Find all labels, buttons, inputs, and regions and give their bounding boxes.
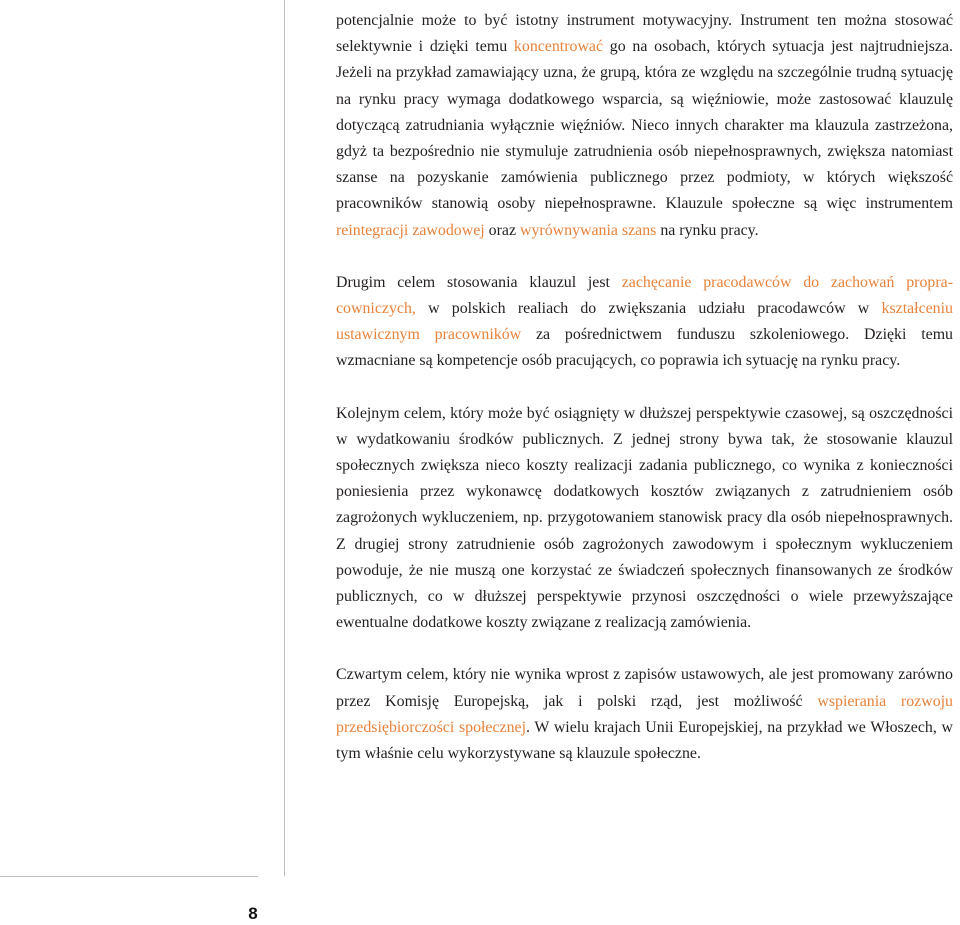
highlighted-phrase: koncentrować bbox=[513, 38, 604, 56]
body-text bbox=[336, 8, 953, 767]
highlighted-phrase: kształceniu ustawicznym pracowników bbox=[336, 300, 953, 344]
footer-divider bbox=[0, 876, 258, 877]
text-run: za pośrednictwem funduszu szkoleniowego. Dzięki temu wzmacniane są kompetencje osób pracujących, co poprawia ich sytuację na rynku pracy. bbox=[336, 326, 954, 370]
highlighted-phrase: zachęcanie pracodawców do zachowań propracowniczych, bbox=[336, 273, 953, 318]
text-run: oraz bbox=[484, 221, 520, 239]
paragraph-2 bbox=[336, 270, 953, 375]
highlighted-phrase: wyrównywania szans bbox=[519, 221, 657, 239]
text-run: Czwartym celem, który nie wynika wprost z zapisów ustawowych, ale jest promowany zarówno przez Komisję Europejską, jak i polski rząd, jest możliwość bbox=[336, 666, 953, 710]
paragraph-3 bbox=[336, 401, 953, 637]
highlighted-phrase: reintegracji zawodowej bbox=[336, 221, 485, 239]
page-number: 8 bbox=[248, 904, 258, 923]
text-run: na rynku pracy. bbox=[656, 221, 759, 239]
text-run: potencjalnie może to być istotny instrument motywacyjny. Instrument ten można stosować selektywnie i dzięki temu bbox=[336, 12, 953, 56]
text-run: Kolejnym celem, który może być osiągnięty w dłuższej perspektywie czasowej, są oszczędności w wydatkowaniu środków publicznych. Z jednej strony bywa tak, że stosowanie klauzul społecznych zwiększa nieco koszty realizacji zadania publicznego, co wynika z konieczności poniesienia przez wykonawcę dodatkowych kosztów związanych z zatrudnieniem osób zagrożonych wykluczeniem, np. przygotowaniem stanowisk pracy dla osób niepełnosprawnych. Z drugiej strony zatrudnienie osób zagrożonych zawodowym i społecznym wykluczeniem powoduje, że nie muszą one korzystać ze świadczeń społecznych finansowanych ze środków publicznych, co w dłuższej perspektywie przynosi oszczędności o wiele przewyższające ewentualne dodatkowe koszty związane z realizacją zamówienia. bbox=[336, 404, 953, 632]
text-run: Drugim celem stosowania klauzul jest bbox=[336, 273, 622, 291]
text-run: w polskich realiach do zwiększania udziału pracodawców w bbox=[415, 300, 882, 318]
text-run: go na osobach, których sytuacja jest najtrudniejsza. Jeżeli na przykład zamawiający uzna, że grupą, która ze względu na szczególnie trudną sytuację na rynku pracy wymaga dodatkowego wsparcia, są więźniowie, może zastosować klauzulę dotyczącą zatrudniania wyłącznie więźniów. Nieco innych charakter ma klauzula zastrzeżona, gdyż ta bezpośrednio nie stymuluje zatrudnienia osób niepełnosprawnych, zwiększa natomiast szanse na pozyskanie zamówienia publicznego przez podmioty, w których większość pracowników stanowią osoby niepełnosprawne. Klauzule społeczne są więc instrumentem bbox=[336, 38, 954, 213]
vertical-divider bbox=[284, 0, 285, 876]
paragraph-1 bbox=[336, 8, 953, 244]
text-run: . W wielu krajach Unii Europejskiej, na przykład we Włoszech, w tym właśnie celu wykorzystywane są klauzule społeczne. bbox=[336, 718, 953, 763]
highlighted-phrase: wspierania rozwoju przedsiębiorczości społecznej bbox=[336, 692, 953, 736]
paragraph-4 bbox=[336, 662, 953, 767]
